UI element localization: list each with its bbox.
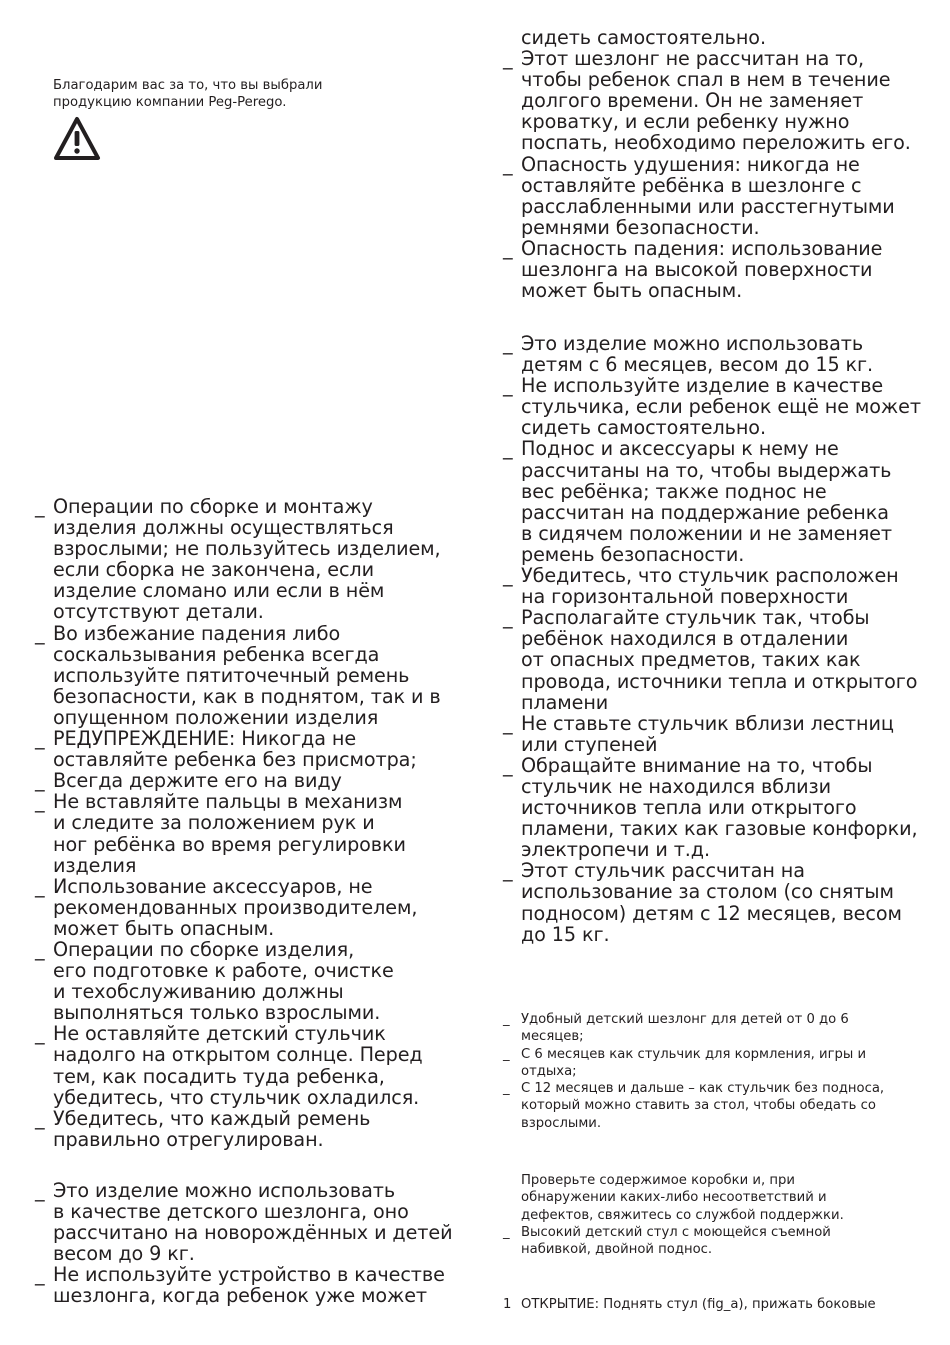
list-item: _ Не используйте устройство в качестве шезлонга, когда ребенок уже может <box>35 1263 445 1308</box>
bullet-marker: _ <box>35 1106 45 1130</box>
list-item: _ Обращайте внимание на то, чтобы стульчик не находился вблизи источников тепла или открытого пламени, таких как газовые конфорки, электропечи и т.д. <box>503 753 918 862</box>
intro-line: продукцию компании Peg-Perego. <box>53 95 287 111</box>
list-item: _ Располагайте стульчик так, чтобы ребёнок находился в отдалении от опасных предметов, таких как провода, источники тепла и открытого пламени <box>503 606 918 714</box>
bullet-marker: _ <box>503 564 513 588</box>
list-item: _ Во избежание падения либо соскальзывания ребенка всегда используйте пятиточечный ремень безопасности, как в поднятом, так и в опущенном положении изделия <box>35 621 441 729</box>
list-item: _ Поднос и аксессуары к нему не рассчитаны на то, чтобы выдержать вес ребёнка; также поднос не рассчитан на поддержание ребенка в сидячем положении и не заменяет ремень безопасности. <box>503 437 892 566</box>
box-contents-note: Проверьте содержимое коробки и, при обнаружении каких-либо несоответствий и дефектов, свяжитесь со службой поддержки. <box>521 1173 844 1223</box>
bullet-marker: _ <box>35 1022 45 1046</box>
bullet-marker: _ <box>35 727 45 751</box>
list-item: _ Опасность падения: использование шезлонга на высокой поверхности может быть опасным. <box>503 236 883 303</box>
bullet-marker: _ <box>35 769 45 793</box>
list-item: _ С 6 месяцев как стульчик для кормления, игры и отдыха; <box>503 1046 867 1079</box>
bullet-marker: _ <box>503 606 513 630</box>
bullet-marker: _ <box>35 1263 45 1287</box>
bullet-marker: _ <box>503 152 513 176</box>
bullet-marker: _ <box>35 874 45 898</box>
bullet-marker: _ <box>503 374 513 398</box>
bullet-marker: _ <box>503 711 513 735</box>
list-item: _ РЕДУПРЕЖДЕНИЕ: Никогда не оставляйте ребенка без присмотра; <box>35 727 417 772</box>
bullet-marker: _ <box>503 236 513 260</box>
list-item: _ Этот шезлонг не рассчитан на то, чтобы ребенок спал в нем в течение долгого времени. Он не заменяет кроватку, и если ребенку нужно поспать, необходимо переложить его. <box>503 47 911 155</box>
left-recliner-list <box>35 1180 465 1307</box>
box-contents-section <box>503 1172 923 1258</box>
intro-text <box>53 77 453 112</box>
list-item: _ Опасность удушения: никогда не оставляйте ребёнка в шезлонге с расслабленными или расстегнутыми ремнями безопасности. <box>503 152 895 239</box>
warning-triangle-icon <box>53 116 101 162</box>
top-right-warnings <box>503 27 933 301</box>
bullet-marker: _ <box>503 1046 510 1062</box>
list-item: _ Не ставьте стульчик вблизи лестниц или ступеней <box>503 711 894 756</box>
bullet-marker: _ <box>503 753 513 777</box>
list-item: _ Не вставляйте пальцы в механизм и следите за положением рук и ног ребёнка во время регулировки изделия <box>35 790 406 877</box>
list-item: _ Не оставляйте детский стульчик надолго на открытом солнце. Перед тем, как посадить туда ребенка, убедитесь, что стульчик охладился. <box>35 1022 423 1109</box>
left-warnings-list <box>35 496 465 1150</box>
list-item: _ Убедитесь, что каждый ремень правильно отрегулирован. <box>35 1106 371 1151</box>
list-item: _ Использование аксессуаров, не рекомендованных производителем, может быть опасным. <box>35 874 418 940</box>
list-item: _ Это изделие можно использовать в качестве детского шезлонга, оно рассчитано на новорождённых и детей весом до 9 кг. <box>35 1179 453 1266</box>
bullet-marker: _ <box>503 1081 510 1097</box>
list-item: _ Операции по сборке и монтажу изделия должны осуществляться взрослыми; не пользуйтесь изделием, если сборка не закончена, если изделие сломано или если в нём отсутствуют детали. <box>35 495 441 624</box>
list-item: _ Удобный детский шезлонг для детей от 0 до 6 месяцев; <box>503 1012 849 1045</box>
list-item: _ Это изделие можно использовать детям с 6 месяцев, весом до 15 кг. <box>503 332 874 377</box>
step-item <box>503 1296 943 1313</box>
list-item: _ Этот стульчик рассчитан на использование за столом (со снятым подносом) детям с 12 месяцев, весом до 15 кг. <box>503 859 902 946</box>
bullet-marker: _ <box>503 1224 510 1240</box>
list-item: _ Операции по сборке изделия, его подготовке к работе, очистке и техобслуживанию должны выполняться только взрослыми. <box>35 937 394 1025</box>
bullet-marker: _ <box>35 621 45 645</box>
list-item: _ Всегда держите его на виду <box>35 769 342 793</box>
bullet-marker: _ <box>503 47 513 71</box>
bullet-marker: _ <box>35 1179 45 1202</box>
bullet-marker: _ <box>503 1012 510 1027</box>
bullet-marker: _ <box>35 495 45 518</box>
bullet-marker: _ <box>503 332 513 355</box>
step-text: ОТКРЫТИЕ: Поднять стул (fig_a), прижать боковые <box>521 1297 876 1312</box>
bullet-marker: _ <box>503 437 513 461</box>
bullet-marker: _ <box>35 790 45 814</box>
intro-line: Благодарим вас за то, что вы выбрали <box>53 78 323 93</box>
step-number: 1 <box>503 1297 512 1312</box>
list-item: _ Высокий детский стул с моющейся съемной набивкой, двойной поднос. <box>503 1224 831 1258</box>
opening-step <box>503 1296 943 1313</box>
list-item: _ Убедитесь, что стульчик расположен на горизонтальной поверхности <box>503 564 899 609</box>
list-item: _ Не используйте изделие в качестве стульчика, если ребенок ещё не может сидеть самостоятельно. <box>503 374 921 440</box>
bullet-marker: _ <box>35 937 45 961</box>
list-item: _ С 12 месяцев и дальше – как стульчик без подноса, который можно ставить за стол, чтобы обедать со взрослыми. <box>503 1081 885 1131</box>
continuation-line: сидеть самостоятельно. <box>521 26 766 49</box>
bullet-marker: _ <box>503 859 513 883</box>
right-warnings-list <box>503 333 933 945</box>
usage-modes-list <box>503 1011 923 1132</box>
